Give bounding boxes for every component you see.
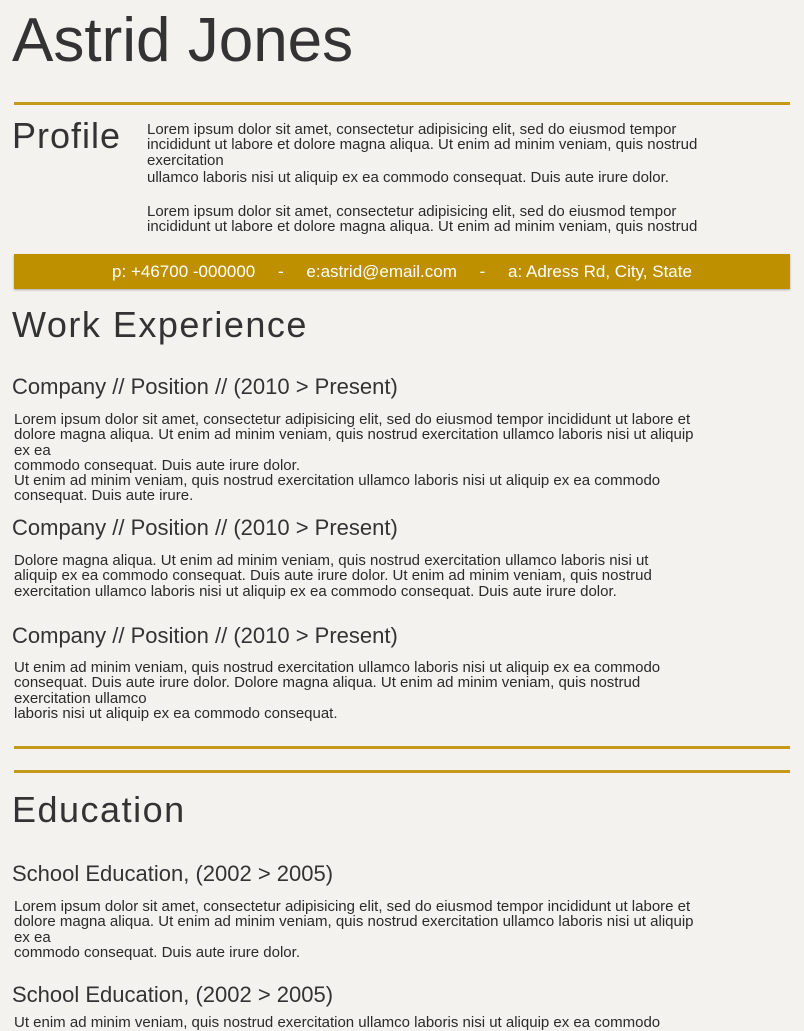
contact-address: a: Adress Rd, City, State [508,262,692,281]
text-line: laboris nisi ut aliquip ex ea commodo consequat. [14,704,338,722]
education-description [14,1015,660,1030]
profile-paragraph [147,122,697,185]
divider [14,770,790,773]
text-line: dolore magna aliqua. Ut enim ad minim veniam, quis nostrud exercitation ullamco laboris nisi ut aliquip [14,426,694,444]
text-line: Ut enim ad minim veniam, quis nostrud exercitation ullamco laboris nisi ut aliquip ex ea commodo [14,659,661,676]
profile-heading: Profile [12,115,122,156]
education-heading: Education [12,789,186,830]
work-heading: Work Experience [12,304,308,345]
text-line: ex ea [14,441,51,459]
text-line: consequat. Duis aute irure. [14,487,194,505]
text-line: Ut enim ad minim veniam, quis nostrud exercitation ullamco laboris nisi ut aliquip ex ea commodo [14,472,661,490]
text-line: commodo consequat. Duis aute irure dolor. [14,456,300,474]
contact-bar [14,254,790,289]
education-title: School Education, (2002 > 2005) [12,861,334,886]
text-line: aliquip ex ea commodo consequat. Duis aute irure dolor. Ut enim ad minim veniam, quis nostrud [14,567,652,585]
job-description [14,412,694,504]
divider [14,746,790,749]
text-line: incididunt ut labore et dolore magna aliqua. Ut enim ad minim veniam, quis nostrud [147,136,698,154]
divider [14,102,790,105]
separator: - [479,262,486,281]
education-title: School Education, (2002 > 2005) [12,982,334,1007]
text-line: Lorem ipsum dolor sit amet, consectetur adipisicing elit, sed do eiusmod tempor incididunt ut labore et [14,898,691,915]
text-line: Lorem ipsum dolor sit amet, consectetur adipisicing elit, sed do eiusmod tempor incididunt ut labore et [14,411,691,428]
profile-paragraph [147,204,697,238]
job-title: Company // Position // (2010 > Present) [12,515,398,540]
job-description [14,553,652,599]
text-line: consequat. Duis aute irure dolor. Dolore magna aliqua. Ut enim ad minim veniam, quis nostrud [14,674,641,692]
text-line: Lorem ipsum dolor sit amet, consectetur adipisicing elit, sed do eiusmod tempor [147,121,677,138]
job-title: Company // Position // (2010 > Present) [12,374,398,399]
job-title: Company // Position // (2010 > Present) [12,623,398,648]
text-line: exercitation [147,151,224,169]
text-line: ex ea [14,928,51,946]
text-line: dolore magna aliqua. Ut enim ad minim veniam, quis nostrud exercitation ullamco laboris nisi ut aliquip [14,913,694,931]
resume-name: Astrid Jones [12,6,354,75]
text-line: commodo consequat. Duis aute irure dolor. [14,943,300,961]
separator: - [278,262,284,281]
text-line: exercitation ullamco laboris nisi ut aliquip ex ea commodo consequat. Duis aute irure dolor. [14,582,617,600]
text-line: Dolore magna aliqua. Ut enim ad minim veniam, quis nostrud exercitation ullamco laboris nisi ut [14,552,649,569]
job-description [14,660,660,721]
text-line: ullamco laboris nisi ut aliquip ex ea commodo consequat. Duis aute irure dolor. [147,168,669,186]
contact-email: e:astrid@email.com [306,262,457,281]
text-line: Lorem ipsum dolor sit amet, consectetur adipisicing elit, sed do eiusmod tempor [147,204,677,220]
text-line: Ut enim ad minim veniam, quis nostrud exercitation ullamco laboris nisi ut aliquip ex ea commodo [14,1014,661,1031]
education-description [14,899,694,960]
contact-phone: p: +46700 -000000 [112,262,256,281]
text-line: exercitation ullamco [14,689,147,707]
text-line: incididunt ut labore et dolore magna aliqua. Ut enim ad minim veniam, quis nostrud [147,218,698,236]
